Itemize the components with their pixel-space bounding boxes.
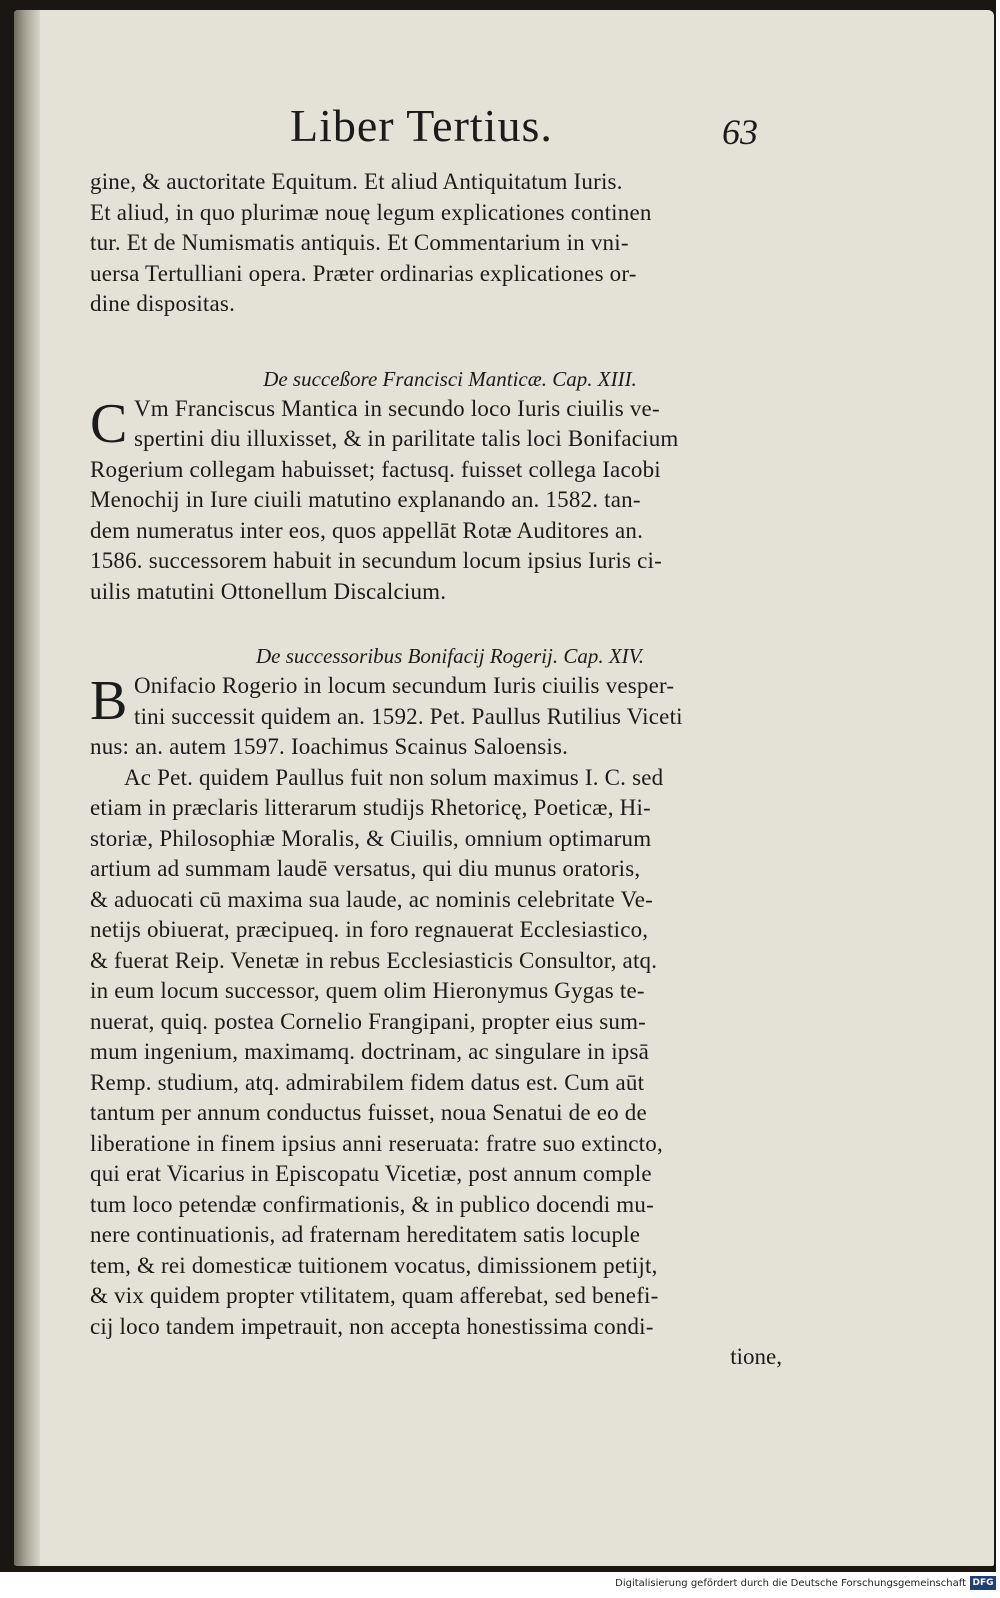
text-line: Menochij in Iure ciuili matutino explanando an. 1582. tan- xyxy=(90,487,641,512)
text-line: Vm Franciscus Mantica in secundo loco Iuris ciuilis ve- xyxy=(134,395,660,421)
text-line: & vix quidem propter vtilitatem, quam afferebat, sed benefi- xyxy=(90,1283,659,1308)
chapter-14-body xyxy=(90,763,810,1343)
intro-paragraph xyxy=(90,167,810,320)
text-line: artium ad summam laudē versatus, qui diu munus oratoris, xyxy=(90,856,641,881)
chapter-heading-13: De succeßore Francisci Manticæ. Cap. XIII. xyxy=(263,366,637,391)
text-line: Et aliud, in quo plurimæ nouę legum explicationes continen xyxy=(90,199,652,225)
text-line: nere continuationis, ad fraternam hereditatem satis locuple xyxy=(90,1222,641,1247)
text-line: dine dispositas. xyxy=(90,291,236,316)
text-line: tum loco petendæ confirmationis, & in publico docendi mu- xyxy=(90,1191,654,1217)
text-block xyxy=(90,85,810,1373)
text-line: storiæ, Philosophiæ Moralis, & Ciuilis, omnium optimarum xyxy=(90,825,652,851)
text-line: uilis matutini Ottonellum Discalcium. xyxy=(90,578,447,604)
text-line: qui erat Vicarius in Episcopatu Vicetiæ, post annum comple xyxy=(90,1161,652,1186)
text-line: in eum locum successor, quem olim Hieronymus Gygas te- xyxy=(90,978,645,1003)
page-header xyxy=(90,85,810,167)
text-line: tem, & rei domesticæ tuitionem vocatus, dimissionem petijt, xyxy=(90,1252,658,1278)
text-line: nus: an. autem 1597. Ioachimus Scainus Saloensis. xyxy=(90,734,569,759)
text-line: uersa Tertulliani opera. Præter ordinarias explicationes or- xyxy=(90,260,637,286)
text-line: etiam in præclaris litterarum studijs Rhetoricę, Poeticæ, Hi- xyxy=(90,795,651,820)
text-line: 1586. successorem habuit in secundum locum ipsius Iuris ci- xyxy=(90,548,663,573)
text-line: Onifacio Rogerio in locum secundum Iuris ciuilis vesper- xyxy=(134,673,675,698)
text-line: netijs obiuerat, præcipueq. in foro regnauerat Ecclesiastico, xyxy=(90,917,649,942)
text-line: liberatione in finem ipsius anni reseruata: fratre suo extincto, xyxy=(90,1130,663,1156)
text-line: mum ingenium, maximamq. doctrinam, ac singulare in ipsā xyxy=(90,1039,650,1064)
chapter-heading-14: De successoribus Bonifacij Rogerij. Cap. XIV. xyxy=(255,644,645,668)
text-line: cij loco tandem impetrauit, non accepta honestissima condi- xyxy=(90,1313,654,1339)
catchword: tione, xyxy=(730,1344,782,1369)
text-line: & aduocati cū maxima sua laude, ac nominis celebritate Ve- xyxy=(90,886,653,912)
running-head: Liber Tertius. xyxy=(290,100,553,151)
text-line: dem numeratus inter eos, quos appellāt Rotæ Auditores an. xyxy=(90,517,644,543)
chapter-13-paragraph xyxy=(90,394,810,608)
page-binding-shadow xyxy=(14,10,40,1566)
text-line: spertini diu illuxisset, & in parilitate talis loci Bonifacium xyxy=(134,426,679,451)
drop-capital: C xyxy=(90,392,128,455)
chapter-14-paragraph xyxy=(90,671,810,763)
text-line: Remp. studium, atq. admirabilem fidem datus est. Cum aūt xyxy=(90,1069,645,1095)
text-line: nuerat, quiq. postea Cornelio Frangipani, propter eius sum- xyxy=(90,1008,647,1034)
text-line: tini successit quidem an. 1592. Pet. Paullus Rutilius Viceti xyxy=(134,703,683,729)
text-line: Rogerium collegam habuisset; factusq. fuisset collega Iacobi xyxy=(90,456,661,482)
text-line: & fuerat Reip. Venetæ in rebus Ecclesiasticis Consultor, atq. xyxy=(90,947,658,973)
text-line: tur. Et de Numismatis antiquis. Et Commentarium in vni- xyxy=(90,230,629,255)
text-line: Ac Pet. quidem Paullus fuit non solum maximus I. C. sed xyxy=(124,764,664,790)
footer-bar xyxy=(0,1572,1000,1598)
text-line: tantum per annum conductus fuisset, noua Senatui de eo de xyxy=(90,1100,647,1125)
digitization-credit: Digitalisierung gefördert durch die Deutsche Forschungsgemeinschaft xyxy=(615,1578,966,1589)
dfg-logo: DFG xyxy=(970,1576,996,1590)
text-line: gine, & auctoritate Equitum. Et aliud Antiquitatum Iuris. xyxy=(90,169,623,194)
drop-capital: B xyxy=(90,670,128,732)
page-number: 63 xyxy=(722,112,758,152)
